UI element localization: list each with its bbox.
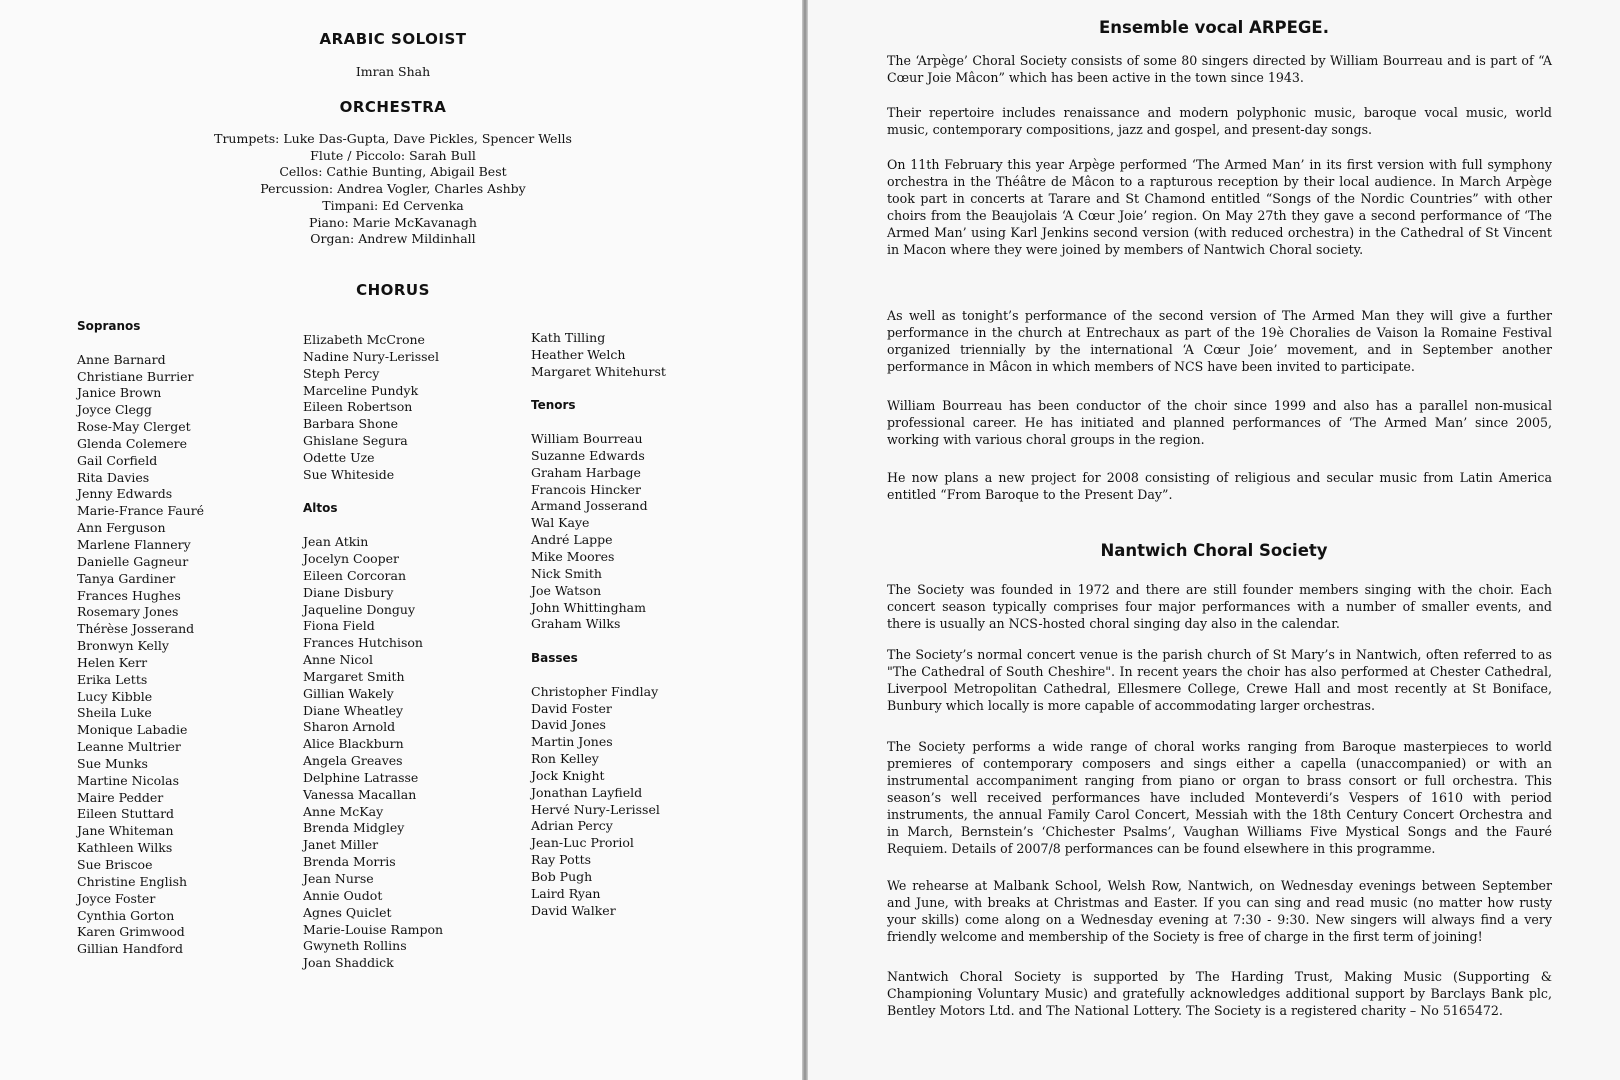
orchestra-line: Flute / Piccolo: Sarah Bull <box>310 147 476 163</box>
spacer <box>531 414 666 431</box>
tenors-heading: Tenors <box>531 398 576 413</box>
chorus-member-name: Sue Munks <box>77 755 148 771</box>
spacer <box>303 484 443 501</box>
chorus-member-name: Barbara Shone <box>303 416 399 432</box>
chorus-member-name: Bob Pugh <box>531 869 593 884</box>
chorus-member-name: Jenny Edwards <box>77 486 173 502</box>
chorus-member-name: Anne Nicol <box>303 652 373 668</box>
chorus-member-name: John Whittingham <box>531 599 646 615</box>
chorus-member-name: Elizabeth McCrone <box>303 332 425 347</box>
chorus-member-name: Wal Kaye <box>531 515 590 531</box>
orchestra-line: Trumpets: Luke Das-Gupta, Dave Pickles, Spencer Wells <box>214 131 572 146</box>
spacer <box>77 335 204 352</box>
chorus-member-name: Jocelyn Cooper <box>303 550 400 566</box>
chorus-member-name: Sue Briscoe <box>77 857 153 872</box>
chorus-member-name: André Lappe <box>531 532 613 548</box>
chorus-member-name: Gillian Handford <box>77 941 183 957</box>
arpege-paragraph: On 11th February this year Arpège performed ‘The Armed Man’ in its first version with full symphony orchestra in the Théâtre de Mâcon to a rapturous reception by their local audience. In March Arpège took part in concerts at Tarare and St Chamond entitled “Songs of the Nordic Countries” with other choirs from the Beaujolais ‘A Cœur Joie’ region. On May 27th they gave a second performance of ‘The Armed Man’ using Karl Jenkins second version (with reduced orchestra) in the Cathedral of St Vincent in Macon where they were joined by members of Nantwich Choral society. <box>887 157 1552 257</box>
chorus-member-name: Janet Miller <box>303 837 379 853</box>
chorus-column-2 <box>303 332 443 972</box>
chorus-member-name: Thérèse Josserand <box>77 621 195 637</box>
orchestra-line: Percussion: Andrea Vogler, Charles Ashby <box>260 181 526 197</box>
chorus-member-name: David Walker <box>531 902 616 918</box>
chorus-member-name: Eileen Stuttard <box>77 806 175 822</box>
chorus-column-3 <box>531 330 666 920</box>
spacer <box>531 381 666 398</box>
chorus-member-name: Agnes Quiclet <box>303 904 392 920</box>
chorus-member-name: Ann Ferguson <box>77 520 166 536</box>
spacer <box>531 667 666 684</box>
chorus-member-name: Gail Corfield <box>77 452 158 468</box>
chorus-member-name: Eileen Robertson <box>303 399 413 415</box>
orchestra-line: Timpani: Ed Cervenka <box>322 197 464 213</box>
chorus-member-name: Kathleen Wilks <box>77 840 173 856</box>
arpege-paragraph: As well as tonight’s performance of the second version of The Armed Man they will give a further performance in the church at Entrechaux as part of the 19è Choralies de Vaison la Romaine Festival organized triennially by the international ‘A Cœur Joie’ movement, and in September another performance in Mâcon in which members of NCS have been invited to participate. <box>887 308 1552 374</box>
sopranos-list <box>77 352 204 958</box>
chorus-member-name: Rita Davies <box>77 469 150 485</box>
ncs-paragraph: The Society was founded in 1972 and there are still founder members singing with the choir. Each concert season typically comprises four major performances with a number of smaller events, and there is usually an NCS-hosted choral singing day also in the calendar. <box>887 582 1552 631</box>
chorus-member-name: Diane Disbury <box>303 584 394 600</box>
chorus-member-name: Kath Tilling <box>531 330 606 345</box>
chorus-member-name: Christopher Findlay <box>531 683 659 699</box>
chorus-member-name: Sue Whiteside <box>303 466 395 482</box>
chorus-member-name: David Foster <box>531 700 612 716</box>
chorus-member-name: Bronwyn Kelly <box>77 638 169 654</box>
chorus-member-name: Glenda Colemere <box>77 435 187 451</box>
chorus-member-name: Karen Grimwood <box>77 924 185 940</box>
chorus-member-name: Nick Smith <box>531 565 602 581</box>
chorus-member-name: Joan Shaddick <box>303 955 394 971</box>
chorus-member-name: Jock Knight <box>531 767 605 783</box>
orchestra-list <box>0 131 786 248</box>
orchestra-line: Piano: Marie McKavanagh <box>309 214 477 230</box>
chorus-member-name: Fiona Field <box>303 618 375 634</box>
chorus-member-name: Mike Moores <box>531 548 615 564</box>
chorus-member-name: Gwyneth Rollins <box>303 938 407 954</box>
chorus-member-name: Erika Letts <box>77 671 148 687</box>
chorus-member-name: Danielle Gagneur <box>77 553 189 569</box>
right-page <box>808 0 1620 1080</box>
chorus-member-name: Jean Nurse <box>303 871 374 886</box>
chorus-member-name: Anne McKay <box>303 803 384 819</box>
tenors-list <box>531 431 666 633</box>
chorus-member-name: Suzanne Edwards <box>531 447 645 463</box>
chorus-member-name: Christine English <box>77 873 188 889</box>
chorus-member-name: Graham Wilks <box>531 616 621 632</box>
soloist-name: Imran Shah <box>355 64 431 79</box>
chorus-member-name: Christiane Burrier <box>77 368 194 384</box>
chorus-member-name: Ghislane Segura <box>303 433 408 449</box>
chorus-member-name: Marceline Pundyk <box>303 382 419 398</box>
chorus-member-name: Joyce Clegg <box>77 402 152 418</box>
chorus-member-name: Maire Pedder <box>77 789 164 805</box>
chorus-member-name: Lucy Kibble <box>77 688 153 704</box>
chorus-member-name: Rose-May Clerget <box>77 419 191 435</box>
chorus-member-name: Marlene Flannery <box>77 536 191 552</box>
chorus-member-name: Hervé Nury-Lerissel <box>531 801 660 817</box>
basses-heading: Basses <box>531 651 578 666</box>
chorus-member-name: Helen Kerr <box>77 654 148 670</box>
chorus-member-name: Gillian Wakely <box>303 685 394 701</box>
chorus-member-name: Brenda Midgley <box>303 820 405 836</box>
chorus-member-name: Heather Welch <box>531 346 626 362</box>
chorus-member-name: Ray Potts <box>531 852 592 868</box>
chorus-member-name: Jane Whiteman <box>77 823 174 839</box>
chorus-member-name: Diane Wheatley <box>303 702 404 718</box>
arpege-paragraph: Their repertoire includes renaissance and modern polyphonic music, baroque vocal music, world music, contemporary compositions, jazz and gospel, and present-day songs. <box>887 105 1552 137</box>
orchestra-line: Cellos: Cathie Bunting, Abigail Best <box>279 164 507 180</box>
arpege-paragraph: He now plans a new project for 2008 consisting of religious and secular music from Latin America entitled “From Baroque to the Present Day”. <box>887 470 1552 502</box>
chorus-member-name: Frances Hutchison <box>303 635 423 651</box>
altos-continued-list <box>531 330 666 381</box>
chorus-member-name: Anne Barnard <box>77 351 166 367</box>
chorus-member-name: Adrian Percy <box>531 818 613 834</box>
chorus-member-name: Monique Labadie <box>77 722 188 738</box>
orchestra-line: Organ: Andrew Mildinhall <box>310 231 476 247</box>
chorus-member-name: Sharon Arnold <box>303 719 396 735</box>
chorus-member-name: Alice Blackburn <box>303 736 404 752</box>
chorus-member-name: Jean-Luc Proriol <box>531 835 634 851</box>
chorus-member-name: Martine Nicolas <box>77 772 179 788</box>
chorus-heading: CHORUS <box>356 281 430 299</box>
chorus-member-name: Angela Greaves <box>303 753 403 769</box>
altos-heading: Altos <box>303 501 338 516</box>
chorus-member-name: Francois Hincker <box>531 481 641 497</box>
chorus-column-1 <box>77 318 204 958</box>
chorus-member-name: Odette Uze <box>303 449 375 465</box>
chorus-member-name: Marie-Louise Rampon <box>303 921 444 937</box>
arpege-heading: Ensemble vocal ARPEGE. <box>1099 18 1329 37</box>
chorus-member-name: Jean Atkin <box>303 534 369 550</box>
chorus-member-name: Laird Ryan <box>531 885 601 901</box>
chorus-member-name: Delphine Latrasse <box>303 769 419 785</box>
chorus-member-name: Tanya Gardiner <box>77 570 176 586</box>
ncs-paragraph: The Society’s normal concert venue is the parish church of St Mary’s in Nantwich, often referred to as "The Cathedral of South Cheshire". In recent years the choir has also performed at Chester Cathedral, Liverpool Metropolitan Cathedral, Ellesmere College, Crewe Hall and most recently at St Boniface, Bunbury which locally is more capable of accommodating larger orchestras. <box>887 647 1552 713</box>
arpege-paragraph: The ‘Arpège’ Choral Society consists of some 80 singers directed by William Bourreau and is part of “A Cœur Joie Mâcon” which has been active in the town since 1943. <box>887 53 1552 85</box>
spacer <box>531 633 666 650</box>
ncs-paragraph: We rehearse at Malbank School, Welsh Row, Nantwich, on Wednesday evenings between September and June, with breaks at Christmas and Easter. If you can sing and read music (no matter how rusty your skills) come along on a Wednesday evening at 7:30 - 9:30. New singers will always find a very friendly welcome and membership of the Society is free of charge in the first term of joining! <box>887 878 1552 944</box>
chorus-member-name: Leanne Multrier <box>77 739 181 755</box>
chorus-member-name: Margaret Smith <box>303 668 405 684</box>
chorus-member-name: William Bourreau <box>531 431 643 447</box>
chorus-member-name: Armand Josserand <box>531 498 648 514</box>
chorus-member-name: Jaqueline Donguy <box>303 601 416 617</box>
chorus-member-name: Brenda Morris <box>303 854 396 870</box>
ncs-paragraph: The Society performs a wide range of choral works ranging from Baroque masterpieces to world premieres of contemporary composers and sings either a capella (unaccompanied) or with an instrumental accompaniment ranging from piano or organ to brass consort or full orchestra. This season’s well received performances have included Monteverdi’s Vespers of 1610 with period instruments, the annual Family Carol Concert, Messiah with the 18th Century Concert Orchestra and in March, Bernstein’s ‘Chichester Psalms’, Vaughan Williams Five Mystical Songs and the Fauré Requiem. Details of 2007/8 performances can be found elsewhere in this programme. <box>887 739 1552 856</box>
chorus-member-name: Rosemary Jones <box>77 604 179 620</box>
chorus-member-name: Margaret Whitehurst <box>531 363 666 379</box>
orchestra-heading: ORCHESTRA <box>339 98 447 116</box>
altos-list <box>303 534 443 972</box>
sopranos-heading: Sopranos <box>77 319 141 333</box>
chorus-member-name: Cynthia Gorton <box>77 907 175 923</box>
ncs-heading: Nantwich Choral Society <box>1100 541 1328 560</box>
chorus-member-name: Sheila Luke <box>77 705 152 721</box>
chorus-member-name: Eileen Corcoran <box>303 567 407 583</box>
chorus-member-name: Frances Hughes <box>77 587 181 603</box>
chorus-member-name: Marie-France Fauré <box>77 503 205 519</box>
chorus-member-name: Annie Oudot <box>303 887 383 903</box>
chorus-member-name: Joyce Foster <box>77 890 156 906</box>
basses-list <box>531 684 666 920</box>
sopranos-continued-list <box>303 332 443 484</box>
chorus-member-name: Ron Kelley <box>531 751 599 767</box>
chorus-member-name: Martin Jones <box>531 734 613 750</box>
spacer <box>303 517 443 534</box>
chorus-member-name: Nadine Nury-Lerissel <box>303 348 439 364</box>
arpege-paragraph: William Bourreau has been conductor of the choir since 1999 and also has a parallel non-musical professional career. He has initiated and planned performances of ‘The Armed Man’ since 2005, working with various choral groups in the region. <box>887 398 1552 447</box>
chorus-member-name: Janice Brown <box>77 385 162 401</box>
chorus-member-name: Vanessa Macallan <box>303 786 417 802</box>
chorus-member-name: Steph Percy <box>303 365 380 381</box>
ncs-paragraph: Nantwich Choral Society is supported by The Harding Trust, Making Music (Supporting & Championing Voluntary Music) and gratefully acknowledges additional support by Barclays Bank plc, Bentley Motors Ltd. and The National Lottery. The Society is a registered charity – No 5165472. <box>887 969 1552 1018</box>
left-page <box>0 0 802 1080</box>
soloist-heading: ARABIC SOLOIST <box>319 30 467 48</box>
chorus-member-name: David Jones <box>531 717 606 733</box>
chorus-member-name: Jonathan Layfield <box>531 784 643 800</box>
chorus-member-name: Graham Harbage <box>531 464 641 480</box>
chorus-member-name: Joe Watson <box>531 582 602 598</box>
